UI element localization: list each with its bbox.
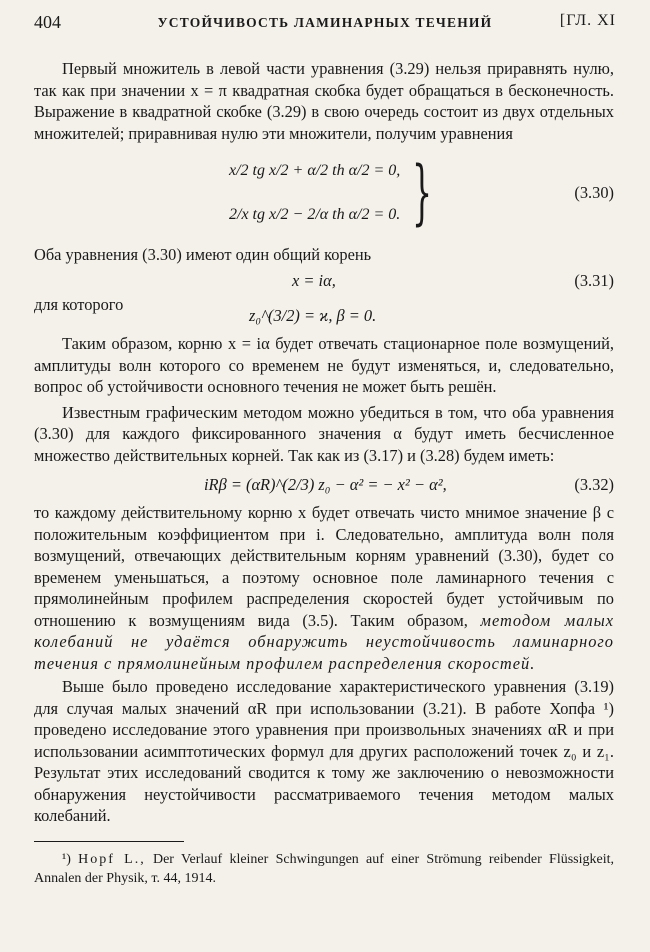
page-header	[34, 12, 616, 38]
paragraph-4: Таким образом, корню x = iα будет отвечать стационарное поле возмущений, амплитуды волн которого со временем не будут изменяться, и, следовательно, вопрос об устойчивости основного течения не может быть решён.	[34, 334, 614, 396]
page-body	[34, 58, 614, 888]
footnote-author: Hopf L.,	[78, 851, 146, 867]
footnote-rule	[34, 841, 184, 842]
equation-3-30-label: (3.30)	[574, 183, 614, 202]
running-title: УСТОЙЧИВОСТЬ ЛАМИНАРНЫХ ТЕЧЕНИЙ	[157, 15, 493, 30]
paragraph-6-text: то каждому действительному корню x будет отвечать чисто мнимое значение β с положительным коэффициентом при i. Следовательно, амплитуда волн поля возмущений, отвечающих действительным корням уравнений (3.30), будет со временем уменьшаться, а поэтому основное поле ламинарного течения с прямолинейным профилем распределения скоростей будет устойчивым по отношению к возмущениям вида (3.5). Таким образом,	[34, 503, 614, 630]
equation-3-31-formula: x = iα,	[292, 270, 336, 290]
page-number: 404	[34, 12, 61, 32]
paragraph-6-emphasis: методом малых колебаний не удаётся обнаружить неустойчивость ламинарного течения с прямолинейным профилем распределения скоростей.	[34, 610, 614, 673]
paragraph-2: Оба уравнения (3.30) имеют один общий корень	[34, 245, 372, 264]
equation-3-32-label: (3.32)	[574, 475, 614, 494]
equation-3-30	[34, 148, 614, 240]
chapter-label: [ГЛ. XI	[559, 12, 616, 29]
equation-3-31-label: (3.31)	[574, 270, 614, 290]
paragraph-6	[34, 502, 614, 674]
brace-icon: }	[412, 151, 433, 233]
equation-3-32	[34, 470, 614, 498]
equation-3-30-line-1: x/2 tg x/2 + α/2 th α/2 = 0,	[229, 162, 401, 179]
paragraph-7: Выше было проведено исследование характеристического уравнения (3.19) для случая малых значений αR при использовании (3.21). В работе Хопфа ¹) проведено исследование этого уравнения при произвольных значениях αR и при использовании асимптотических формул для других расположений точек z₀ и z₁. Результат этих исследований сводится к тому же заключению о невозможности обнаружения неустойчивости рассматриваемого течения методом малых колебаний.	[34, 677, 614, 825]
equation-3-31	[34, 266, 614, 294]
equation-3-30-line-2: 2/x tg x/2 − 2/α th α/2 = 0.	[229, 206, 401, 223]
paragraph-3: для которого	[34, 294, 124, 314]
equation-root-formula: z₀^(3/2) = ϰ, β = 0.	[249, 306, 377, 325]
footnote	[34, 850, 614, 888]
footnote-marker: ¹)	[62, 851, 71, 867]
equation-3-32-formula: iRβ = (αR)^(2/3) z₀ − α² = − x² − α²,	[204, 475, 447, 494]
equation-root	[34, 301, 614, 329]
paragraph-1: Первый множитель в левой части уравнения (3.29) нельзя приравнять нулю, так как при значении x = π квадратная скобка будет обращаться в бесконечность. Выражение в квадратной скобке (3.29) в свою очередь состоит из двух отдельных множителей; приравнивая нулю эти множители, получим уравнения	[34, 59, 614, 143]
paragraph-5: Известным графическим методом можно убедиться в том, что оба уравнения (3.30) для каждого фиксированного значения α будут иметь бесчисленное множество действительных корней. Так как из (3.17) и (3.28) будем иметь:	[34, 402, 614, 465]
footnote-text: Der Verlauf kleiner Schwingungen auf einer Strömung reibender Flüssigkeit, Annalen der Physik, т. 44, 1914.	[34, 851, 614, 886]
